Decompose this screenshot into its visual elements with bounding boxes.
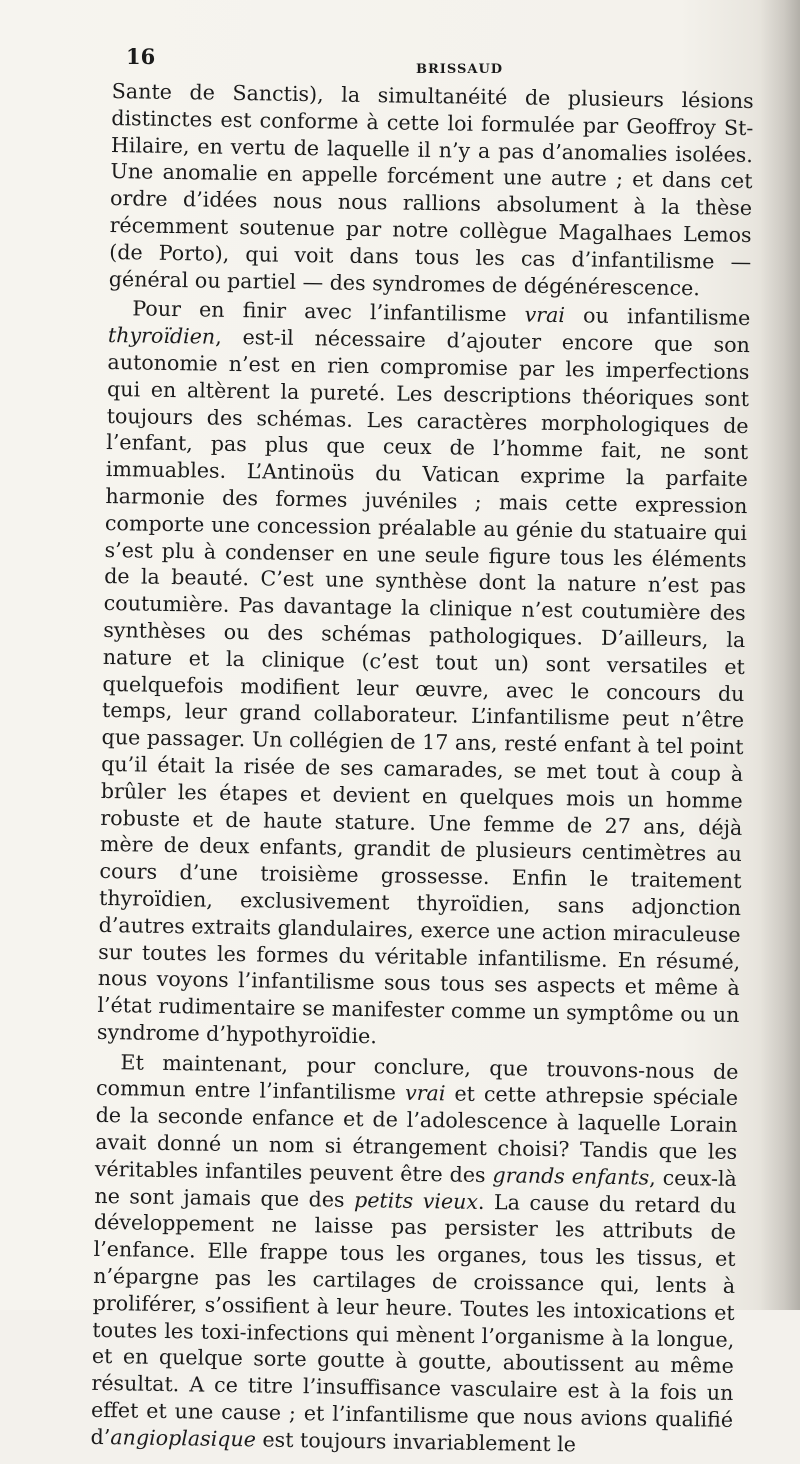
text-segment: ou infantilisme xyxy=(564,303,751,331)
text-segment: et cette athrepsie spéciale de la seconde enfance et de l’adolescence à laquelle Lorain avait donné un nom si étrangement choisi? Tandis que les véritables infantiles peuvent être des xyxy=(94,1081,739,1187)
page-edge-shadow xyxy=(760,0,800,1310)
paragraph-infantilisme-vrai xyxy=(97,295,751,1055)
text-segment: . La cause du retard du développement ne laisse pas persister les attributs de l’enfance. Elle frappe tous les organes, tous les tissus, et n’épargne pas les cartilages de croissance qui, lents à proliférer, s’ossifient à leur heure. Toutes les intoxications et toutes les toxi-infections qui mènent l’organisme à la longue, et en quelque sorte goutte à goutte, aboutissent au même résultat. A ce titre l’insuffisance vasculaire est à la fois un effet et une cause ; et l’infantilisme que nous avions qualifié d’ xyxy=(90,1189,737,1449)
italic-term: grands enfants xyxy=(492,1162,650,1190)
italic-term: thyroïdien xyxy=(107,323,216,349)
italic-term: angioplasique xyxy=(110,1424,257,1452)
italic-term: vrai xyxy=(524,302,566,328)
text-segment: Et maintenant, pour conclure, que trouvons-nous de commun entre l’infantilisme xyxy=(95,1049,739,1106)
paragraph-continued xyxy=(109,78,754,302)
text-segment: Sante de Sanctis), la simultanéité de plusieurs lésions distinctes est conforme à cette loi formulée par Geoffroy St-Hilaire, en vertu de laquelle il n’y a pas d’anomalies isolées. Une anomalie en appelle forcément une autre ; et dans cet ordre d’idées nous nous rallions absolument à la thèse récemment soutenue par notre collègue Magalhaes Lemos (de Porto), qui voit dans tous les cas d’infantilisme — général ou partiel — des syndromes de dégénérescence. xyxy=(108,78,754,300)
page-number: 16 xyxy=(126,44,156,69)
italic-term: vrai xyxy=(404,1081,446,1106)
running-head: BRISSAUD xyxy=(416,62,504,77)
paragraph-conclusion xyxy=(90,1049,738,1461)
italic-term: petits vieux xyxy=(353,1187,479,1214)
body-text xyxy=(90,78,754,1464)
page-header xyxy=(126,44,766,84)
text-segment: Pour en finir avec l’infantilisme xyxy=(132,296,525,327)
text-segment: , est-il nécessaire d’ajouter encore que son autonomie n’est en rien compromise par les imperfections qui en altèrent la pureté. Les descriptions théoriques sont toujours des schémas. Les caractères morphologiques de l’enfant, pas plus que ceux de l’homme fait, ne sont immuables. L’Antinoüs du Vatican exprime la parfaite harmonie des formes juvéniles ; mais cette expression comporte une concession préalable au génie du statuaire qui s’est plu à condenser en une seule figure tous les éléments de la beauté. C’est une synthèse dont la nature n’est pas coutumière. Pas davantage la clinique n’est coutumière des synthèses ou des schémas pathologiques. D’ailleurs, la nature et la clinique (c’est tout un) sont versatiles et quelquefois modifient leur œuvre, avec le concours du temps, leur grand collaborateur. L’infantilisme peut n’être que passager. Un collégien de 17 ans, resté enfant à tel point qu’il était la risée de ses camarades, se met tout à coup à brûler les étapes et devient en quelques mois un homme robuste et de haute stature. Une femme de 27 ans, déjà mère de deux enfants, grandit de plusieurs centimètres au cours d’une troisième grossesse. Enfin le traitement thyroïdien, exclusivement thyroïdien, sans adjonction d’autres extraits glandulaires, exerce une action miraculeuse sur toutes les formes du véritable infantilisme. En résumé, nous voyons l’infantilisme sous tous ses aspects et même à l’état rudimentaire se manifester comme un symptôme ou un syndrome d’hypothyroïdie. xyxy=(96,324,751,1049)
text-segment: est toujours invariablement le xyxy=(255,1427,577,1457)
text-segment: , ceux-là ne sont jamais que des xyxy=(94,1165,737,1212)
